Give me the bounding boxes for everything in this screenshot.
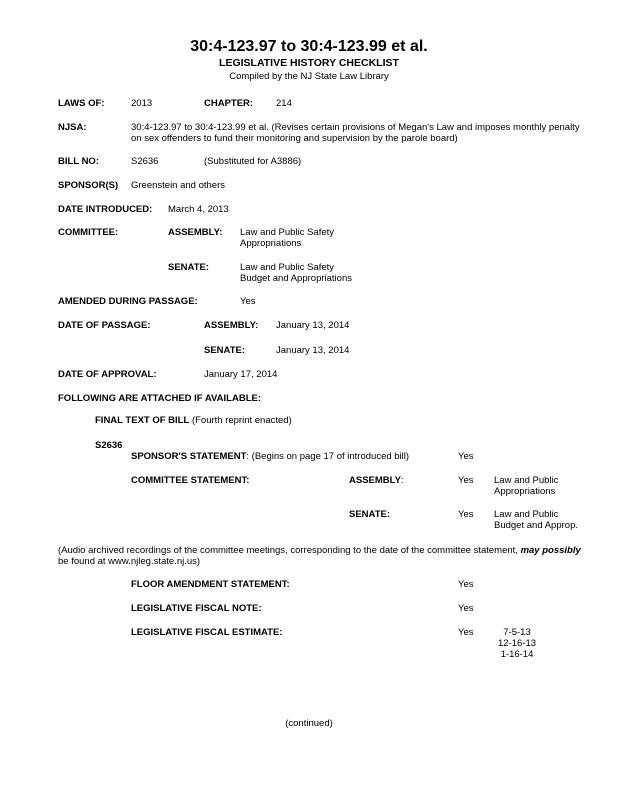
audio-note-emphasis: may possibly [520, 545, 581, 556]
bill-no-label: BILL NO: [58, 156, 99, 167]
page-title: 30:4-123.97 to 30:4-123.99 et al. [190, 38, 428, 55]
bill-substituted-note: (Substituted for A3886) [204, 156, 302, 167]
committee-assembly-1: Law and Public Safety [240, 227, 335, 238]
passage-assembly-label: ASSEMBLY: [204, 320, 259, 331]
committee-statement-senate-label: SENATE: [349, 509, 390, 520]
chapter-value: 214 [276, 98, 292, 109]
committee-senate-1: Law and Public Safety [240, 262, 335, 273]
sponsor-statement-row [131, 451, 409, 462]
fiscal-note-value: Yes [458, 603, 474, 614]
amended-value: Yes [240, 296, 256, 307]
amended-label: AMENDED DURING PASSAGE: [58, 296, 198, 307]
njsa-line-1: 30:4-123.97 to 30:4-123.99 et al. (Revises certain provisions of Megan's Law and imposes monthly penalty [131, 122, 580, 133]
committee-senate-label: SENATE: [168, 262, 209, 273]
audio-note-line-1 [58, 545, 581, 556]
page-subtitle: LEGISLATIVE HISTORY CHECKLIST [219, 57, 399, 69]
passage-senate-label: SENATE: [204, 345, 245, 356]
compiled-by: Compiled by the NJ State Law Library [229, 71, 389, 82]
bill-no-value: S2636 [131, 156, 159, 167]
audio-note-line-2: be found at www.njleg.state.nj.us) [58, 556, 201, 567]
committee-statement-assembly-1: Law and Public [494, 475, 559, 486]
chapter-label: CHAPTER: [204, 98, 254, 109]
final-text-row [95, 415, 292, 426]
fiscal-estimate-date-1: 7-5-13 [503, 627, 531, 638]
fiscal-note-label: LEGISLATIVE FISCAL NOTE: [131, 603, 262, 614]
sponsors-value: Greenstein and others [131, 180, 226, 191]
audio-note-text: (Audio archived recordings of the committee meetings, corresponding to the date of the committee statement, [58, 545, 521, 556]
date-introduced-value: March 4, 2013 [168, 204, 229, 215]
committee-statement-senate-value: Yes [458, 509, 474, 520]
floor-amendment-label: FLOOR AMENDMENT STATEMENT: [131, 579, 290, 590]
bill-section-label: S2636 [95, 440, 123, 451]
continued-note: (continued) [285, 718, 333, 729]
njsa-line-2: on sex offenders to fund their monitoring and supervision by the parole board) [131, 133, 458, 144]
committee-label: COMMITTEE: [58, 227, 119, 238]
committee-assembly-2: Appropriations [240, 238, 302, 249]
final-text-note: (Fourth reprint enacted) [191, 415, 292, 426]
committee-statement-senate-2: Budget and Approp. [494, 520, 578, 531]
passage-label: DATE OF PASSAGE: [58, 320, 151, 331]
sponsor-statement-note: : (Begins on page 17 of introduced bill) [246, 451, 410, 462]
final-text-label: FINAL TEXT OF BILL [95, 415, 190, 426]
fiscal-estimate-label: LEGISLATIVE FISCAL ESTIMATE: [131, 627, 283, 638]
passage-senate-date: January 13, 2014 [276, 345, 350, 356]
approval-value: January 17, 2014 [204, 369, 278, 380]
fiscal-estimate-date-2: 12-16-13 [497, 638, 537, 649]
committee-statement-assembly-label: ASSEMBLY [349, 475, 401, 486]
attached-heading: FOLLOWING ARE ATTACHED IF AVAILABLE: [58, 393, 261, 404]
committee-statement-label: COMMITTEE STATEMENT: [131, 475, 250, 486]
committee-senate-2: Budget and Appropriations [240, 273, 352, 284]
fiscal-estimate-date-3: 1-16-14 [500, 649, 534, 660]
sponsor-statement-value: Yes [458, 451, 474, 462]
laws-of-label: LAWS OF: [58, 98, 105, 109]
sponsor-statement-label: SPONSOR'S STATEMENT [131, 451, 247, 462]
committee-statement-assembly-value: Yes [458, 475, 474, 486]
approval-label: DATE OF APPROVAL: [58, 369, 157, 380]
fiscal-estimate-value: Yes [458, 627, 474, 638]
sponsors-label: SPONSOR(S) [58, 180, 119, 191]
committee-statement-assembly-colon: : [400, 475, 404, 486]
laws-of-value: 2013 [131, 98, 153, 109]
njsa-label: NJSA: [58, 122, 87, 133]
date-introduced-label: DATE INTRODUCED: [58, 204, 153, 215]
committee-assembly-label: ASSEMBLY: [168, 227, 223, 238]
passage-assembly-date: January 13, 2014 [276, 320, 350, 331]
floor-amendment-value: Yes [458, 579, 474, 590]
committee-statement-assembly-2: Appropriations [494, 486, 556, 497]
committee-statement-senate-1: Law and Public [494, 509, 559, 520]
